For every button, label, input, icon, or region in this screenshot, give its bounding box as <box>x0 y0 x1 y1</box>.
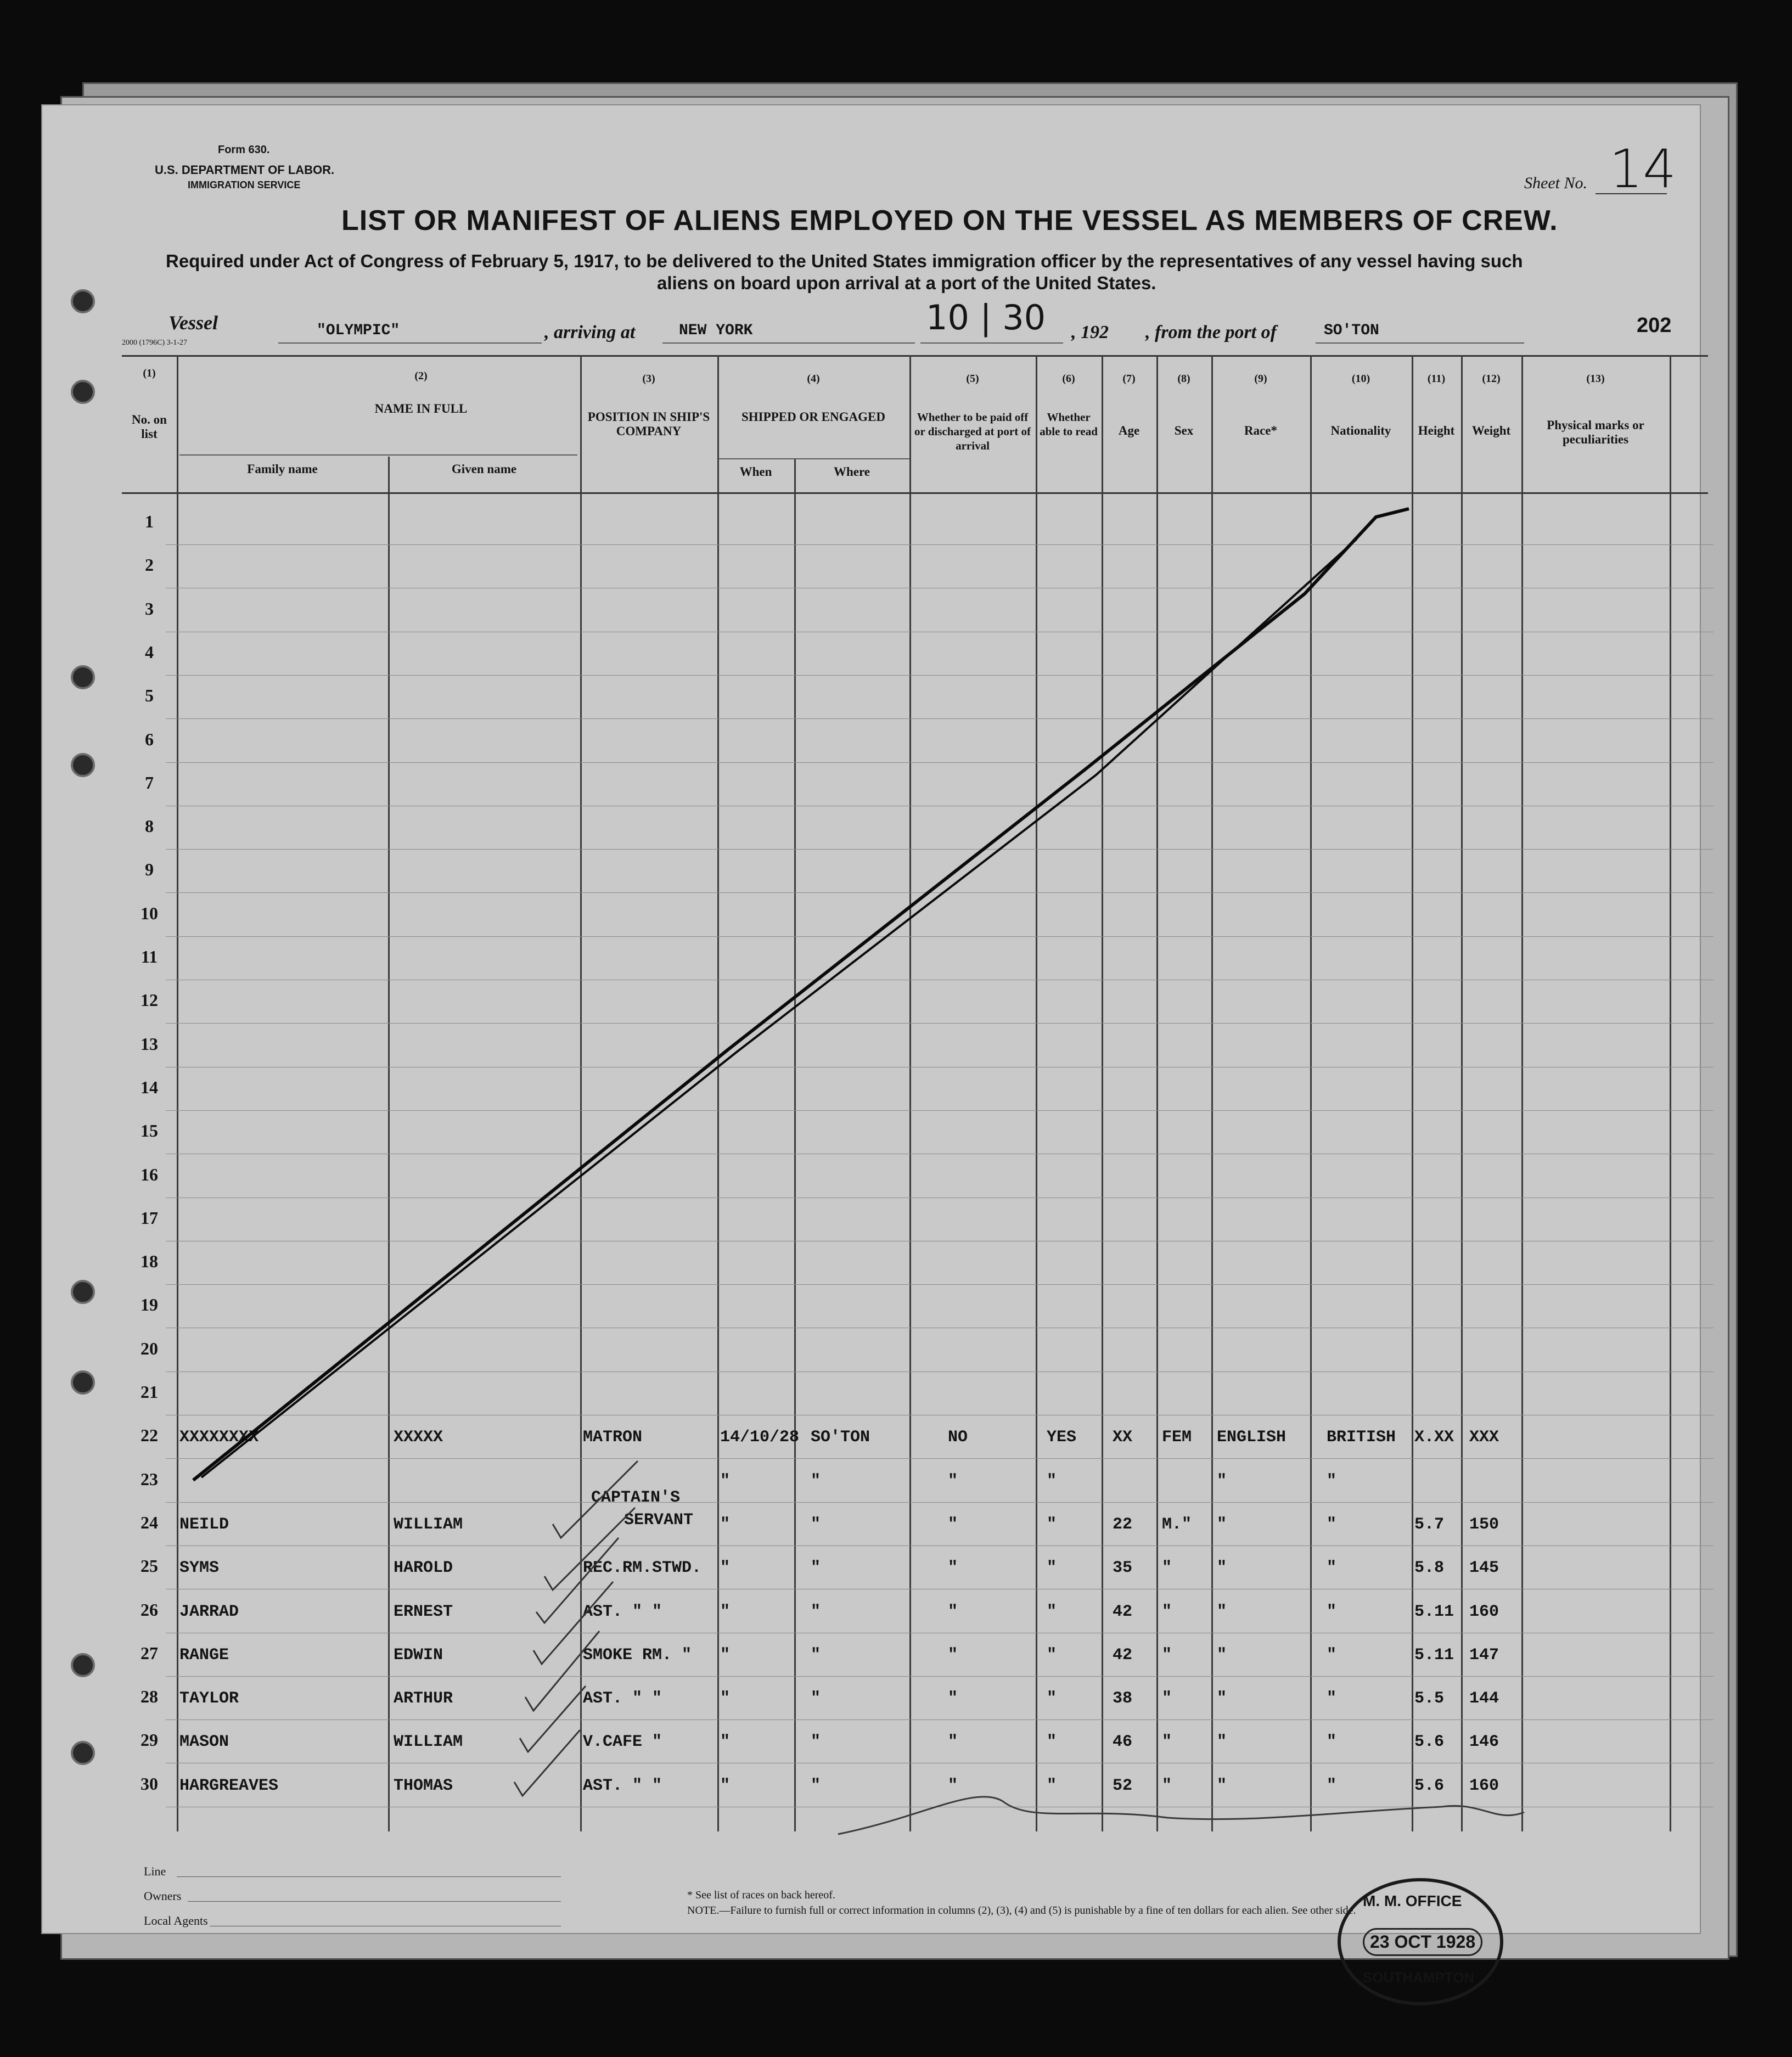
row-number: 26 <box>141 1599 158 1620</box>
service: IMMIGRATION SERVICE <box>188 179 301 190</box>
col8-num: (8) <box>1177 373 1190 385</box>
row-number: 8 <box>145 816 154 836</box>
nationality-cell: " <box>1327 1689 1337 1708</box>
race-cell: " <box>1217 1559 1227 1578</box>
height-cell: 5.11 <box>1414 1645 1454 1665</box>
height-cell: X.XX <box>1414 1428 1454 1447</box>
nationality-cell: " <box>1327 1776 1337 1795</box>
family-name-cell: XXXXXXXX <box>179 1428 259 1447</box>
paid-off-cell: " <box>948 1733 958 1752</box>
col12-num: (12) <box>1482 373 1501 385</box>
row-number: 12 <box>141 990 158 1010</box>
col9-num: (9) <box>1254 373 1267 385</box>
position-cell: AST. " " <box>583 1602 662 1621</box>
row-number: 16 <box>141 1164 158 1184</box>
vessel-label: Vessel <box>168 312 218 334</box>
family-name-cell: TAYLOR <box>179 1689 239 1708</box>
shipped-when-cell: 14/10/28 <box>720 1428 800 1447</box>
able-to-read-cell: " <box>1047 1559 1057 1578</box>
row-number: 22 <box>141 1425 158 1446</box>
race-cell: " <box>1217 1645 1227 1665</box>
sex-cell: " <box>1162 1776 1172 1795</box>
able-to-read-cell: " <box>1047 1645 1057 1665</box>
row-number: 21 <box>141 1382 158 1402</box>
given-name-cell: XXXXX <box>394 1428 443 1447</box>
shipped-where-cell: " <box>811 1733 821 1752</box>
weight-cell: 150 <box>1469 1515 1499 1534</box>
able-to-read-cell: " <box>1047 1602 1057 1621</box>
height-cell: 5.5 <box>1414 1689 1445 1708</box>
row-number: 10 <box>141 903 158 923</box>
subtitle-line2: aliens on board upon arrival at a port of the United States. <box>657 273 1156 293</box>
row-number: 15 <box>141 1121 158 1141</box>
able-to-read-cell: " <box>1047 1733 1057 1752</box>
col6-num: (6) <box>1062 373 1075 385</box>
shipped-when-cell: " <box>720 1689 731 1708</box>
able-to-read-cell: YES <box>1047 1428 1077 1447</box>
family-name-cell: HARGREAVES <box>179 1776 279 1795</box>
shipped-where-cell: " <box>811 1689 821 1708</box>
age-cell: XX <box>1113 1428 1133 1447</box>
age-cell: 52 <box>1113 1776 1133 1795</box>
row-number: 27 <box>141 1643 158 1663</box>
sex-cell: " <box>1162 1559 1172 1578</box>
shipped-when-cell: " <box>720 1776 731 1795</box>
race-cell: ENGLISH <box>1217 1428 1287 1447</box>
family-name-cell: JARRAD <box>179 1602 239 1621</box>
col4b-label: Where <box>833 465 870 479</box>
subtitle-line1: Required under Act of Congress of February 5, 1917, to be delivered to the United States immigration officer by the representatives of any vessel having such <box>166 251 1523 271</box>
paid-off-cell: " <box>948 1602 958 1621</box>
sex-cell: " <box>1162 1602 1172 1621</box>
arriving-label: , arriving at <box>544 322 636 342</box>
nationality-cell: " <box>1327 1559 1337 1578</box>
row-number: 19 <box>141 1295 158 1315</box>
footer-line-label: Line <box>144 1864 166 1878</box>
paid-off-cell: " <box>948 1645 958 1665</box>
row-number: 20 <box>141 1338 158 1358</box>
shipped-when-cell: " <box>720 1602 731 1621</box>
able-to-read-cell: " <box>1047 1471 1057 1491</box>
page-code: 202 <box>1637 314 1672 337</box>
office-stamp <box>1338 1878 1503 2005</box>
nationality-cell: " <box>1327 1515 1337 1534</box>
row-number: 11 <box>141 947 158 966</box>
given-name-cell: ARTHUR <box>394 1689 453 1708</box>
able-to-read-cell: " <box>1047 1776 1057 1795</box>
col8-label: Sex <box>1174 424 1194 437</box>
race-cell: " <box>1217 1733 1227 1752</box>
age-cell: 46 <box>1113 1733 1133 1752</box>
row-number: 6 <box>145 729 154 749</box>
height-cell: 5.7 <box>1414 1515 1445 1534</box>
row-number: 1 <box>145 512 154 531</box>
paid-off-cell: " <box>948 1776 958 1795</box>
age-cell: 38 <box>1113 1689 1133 1708</box>
weight-cell: 144 <box>1469 1689 1499 1708</box>
shipped-where-cell: " <box>811 1515 821 1534</box>
weight-cell: 147 <box>1469 1645 1499 1665</box>
row-number: 13 <box>141 1033 158 1054</box>
check-marks <box>42 105 1700 1933</box>
nationality-cell: BRITISH <box>1327 1428 1396 1447</box>
able-to-read-cell: " <box>1047 1689 1057 1708</box>
shipped-when-cell: " <box>720 1645 731 1665</box>
from-port: SO'TON <box>1324 322 1379 339</box>
col2b-label: Given name <box>451 462 517 476</box>
shipped-when-cell: " <box>720 1471 731 1491</box>
shipped-where-cell: " <box>811 1471 821 1491</box>
col6-label: Whether able to read <box>1040 411 1098 438</box>
race-cell: " <box>1217 1689 1227 1708</box>
row-number: 14 <box>141 1077 158 1097</box>
position-cell: REC.RM.STWD. <box>583 1559 702 1578</box>
given-name-cell: HAROLD <box>394 1559 453 1578</box>
shipped-where-cell: SO'TON <box>811 1428 870 1447</box>
given-name-cell: EDWIN <box>394 1645 443 1665</box>
row-number: 5 <box>145 685 154 706</box>
col7-num: (7) <box>1122 373 1136 385</box>
col5-label: Whether to be paid off or discharged at port of arrival <box>914 411 1031 452</box>
col2-label: NAME IN FULL <box>374 402 468 415</box>
shipped-where-cell: " <box>811 1776 821 1795</box>
age-cell: 35 <box>1113 1559 1133 1578</box>
weight-cell: 145 <box>1469 1559 1499 1578</box>
stamp-date: 23 OCT 1928 <box>1363 1928 1482 1956</box>
vessel-name: "OLYMPIC" <box>317 322 400 339</box>
arrival-port: NEW YORK <box>679 322 753 339</box>
family-name-cell: SYMS <box>179 1559 220 1578</box>
weight-cell: 146 <box>1469 1733 1499 1752</box>
year-label: , 192 <box>1071 322 1109 342</box>
shipped-where-cell: " <box>811 1602 821 1621</box>
footer-line-rule <box>177 1876 561 1877</box>
stamp-top: M. M. OFFICE <box>1363 1892 1462 1909</box>
paid-off-cell: " <box>948 1471 958 1491</box>
row-number: 23 <box>141 1469 158 1489</box>
sex-cell: M." <box>1162 1515 1192 1534</box>
col2-num: (2) <box>414 370 428 382</box>
col10-num: (10) <box>1351 373 1370 385</box>
form-number: Form 630. <box>218 144 270 156</box>
col13-num: (13) <box>1586 373 1605 385</box>
family-name-cell: NEILD <box>179 1515 229 1534</box>
age-cell: 42 <box>1113 1645 1133 1665</box>
col12-label: Weight <box>1471 424 1511 437</box>
col11-num: (11) <box>1427 373 1446 385</box>
age-cell: 42 <box>1113 1602 1133 1621</box>
col4-label: SHIPPED OR ENGAGED <box>741 410 885 424</box>
family-name-cell: RANGE <box>179 1645 229 1665</box>
position-cell: V.CAFE " <box>583 1733 662 1752</box>
row-number: 25 <box>141 1556 158 1576</box>
paid-off-cell: " <box>948 1559 958 1578</box>
shipped-when-cell: " <box>720 1559 731 1578</box>
height-cell: 5.8 <box>1414 1559 1445 1578</box>
col1-label: No. on list <box>132 413 167 441</box>
height-cell: 5.11 <box>1414 1602 1454 1621</box>
shipped-where-cell: " <box>811 1645 821 1665</box>
department: U.S. DEPARTMENT OF LABOR. <box>155 163 335 177</box>
position-cell: AST. " " <box>583 1689 662 1708</box>
position-cell: MATRON <box>583 1428 643 1447</box>
from-port-label: , from the port of <box>1145 322 1277 342</box>
sex-cell: " <box>1162 1733 1172 1752</box>
row-number: 9 <box>145 859 154 880</box>
print-code: 2000 (1796C) 3-1-27 <box>122 339 187 347</box>
col7-label: Age <box>1118 424 1140 437</box>
row-number: 29 <box>141 1730 158 1750</box>
paid-off-cell: " <box>948 1515 958 1534</box>
race-cell: " <box>1217 1602 1227 1621</box>
col4a-label: When <box>739 465 772 479</box>
col3-num: (3) <box>642 373 655 385</box>
footer-owners-rule <box>188 1901 561 1902</box>
row-number: 2 <box>145 555 154 575</box>
sheet-label: Sheet No. <box>1524 174 1587 192</box>
family-name-cell: MASON <box>179 1733 229 1752</box>
nationality-cell: " <box>1327 1471 1337 1491</box>
col13-label: Physical marks or peculiarities <box>1547 418 1644 446</box>
row-number: 28 <box>141 1687 158 1707</box>
col2a-label: Family name <box>247 462 318 476</box>
position-line1: CAPTAIN'S <box>591 1488 681 1507</box>
weight-cell: 160 <box>1469 1776 1499 1795</box>
shipped-where-cell: " <box>811 1559 821 1578</box>
row-number: 24 <box>141 1512 158 1532</box>
shipped-when-cell: " <box>720 1733 731 1752</box>
position-cell: SMOKE RM. " <box>583 1645 692 1665</box>
row-number: 4 <box>145 642 154 662</box>
height-cell: 5.6 <box>1414 1733 1445 1752</box>
weight-cell: 160 <box>1469 1602 1499 1621</box>
age-cell: 22 <box>1113 1515 1133 1534</box>
weight-cell: XXX <box>1469 1428 1499 1447</box>
row-number: 30 <box>141 1773 158 1794</box>
col1-num: (1) <box>143 367 156 379</box>
col10-label: Nationality <box>1330 424 1391 437</box>
nationality-cell: " <box>1327 1602 1337 1621</box>
row-number: 17 <box>141 1207 158 1228</box>
given-name-cell: ERNEST <box>394 1602 453 1621</box>
stamp-bottom: SOUTHAMPTON <box>1363 1969 1475 1986</box>
race-note: * See list of races on back hereof. <box>687 1889 835 1901</box>
col11-label: Height <box>1418 424 1455 437</box>
nationality-cell: " <box>1327 1645 1337 1665</box>
row-number: 7 <box>145 772 154 793</box>
shipped-when-cell: " <box>720 1515 731 1534</box>
penalty-note: NOTE.—Failure to furnish full or correct information in columns (2), (3), (4) and (5) is punishable by a fine of ten dollars for each alien. See other side. <box>687 1904 1356 1917</box>
manifest-sheet <box>41 104 1701 1986</box>
row-number: 18 <box>141 1251 158 1272</box>
paid-off-cell: NO <box>948 1428 968 1447</box>
footer-agents-label: Local Agents <box>144 1914 208 1927</box>
height-cell: 5.6 <box>1414 1776 1445 1795</box>
nationality-cell: " <box>1327 1733 1337 1752</box>
race-cell: " <box>1217 1776 1227 1795</box>
given-name-cell: THOMAS <box>394 1776 453 1795</box>
sex-cell: " <box>1162 1645 1172 1665</box>
col5-num: (5) <box>966 373 979 385</box>
able-to-read-cell: " <box>1047 1515 1057 1534</box>
col3-label: POSITION IN SHIP'S COMPANY <box>587 410 710 438</box>
row-number: 3 <box>145 598 154 619</box>
paid-off-cell: " <box>948 1689 958 1708</box>
sex-cell: " <box>1162 1689 1172 1708</box>
handwritten-date: 10 | 30 <box>926 297 1046 338</box>
race-cell: " <box>1217 1471 1227 1491</box>
race-cell: " <box>1217 1515 1227 1534</box>
footer-owners-label: Owners <box>144 1889 182 1903</box>
given-name-cell: WILLIAM <box>394 1733 463 1752</box>
sex-cell: FEM <box>1162 1428 1192 1447</box>
position-line2: SERVANT <box>624 1510 694 1530</box>
position-cell: AST. " " <box>583 1776 662 1795</box>
manifest-title: LIST OR MANIFEST OF ALIENS EMPLOYED ON THE VESSEL AS MEMBERS OF CREW. <box>341 205 1558 237</box>
col9-label: Race* <box>1244 424 1278 437</box>
col4-num: (4) <box>807 373 820 385</box>
sheet-number: 14 <box>1609 138 1677 200</box>
given-name-cell: WILLIAM <box>394 1515 463 1534</box>
